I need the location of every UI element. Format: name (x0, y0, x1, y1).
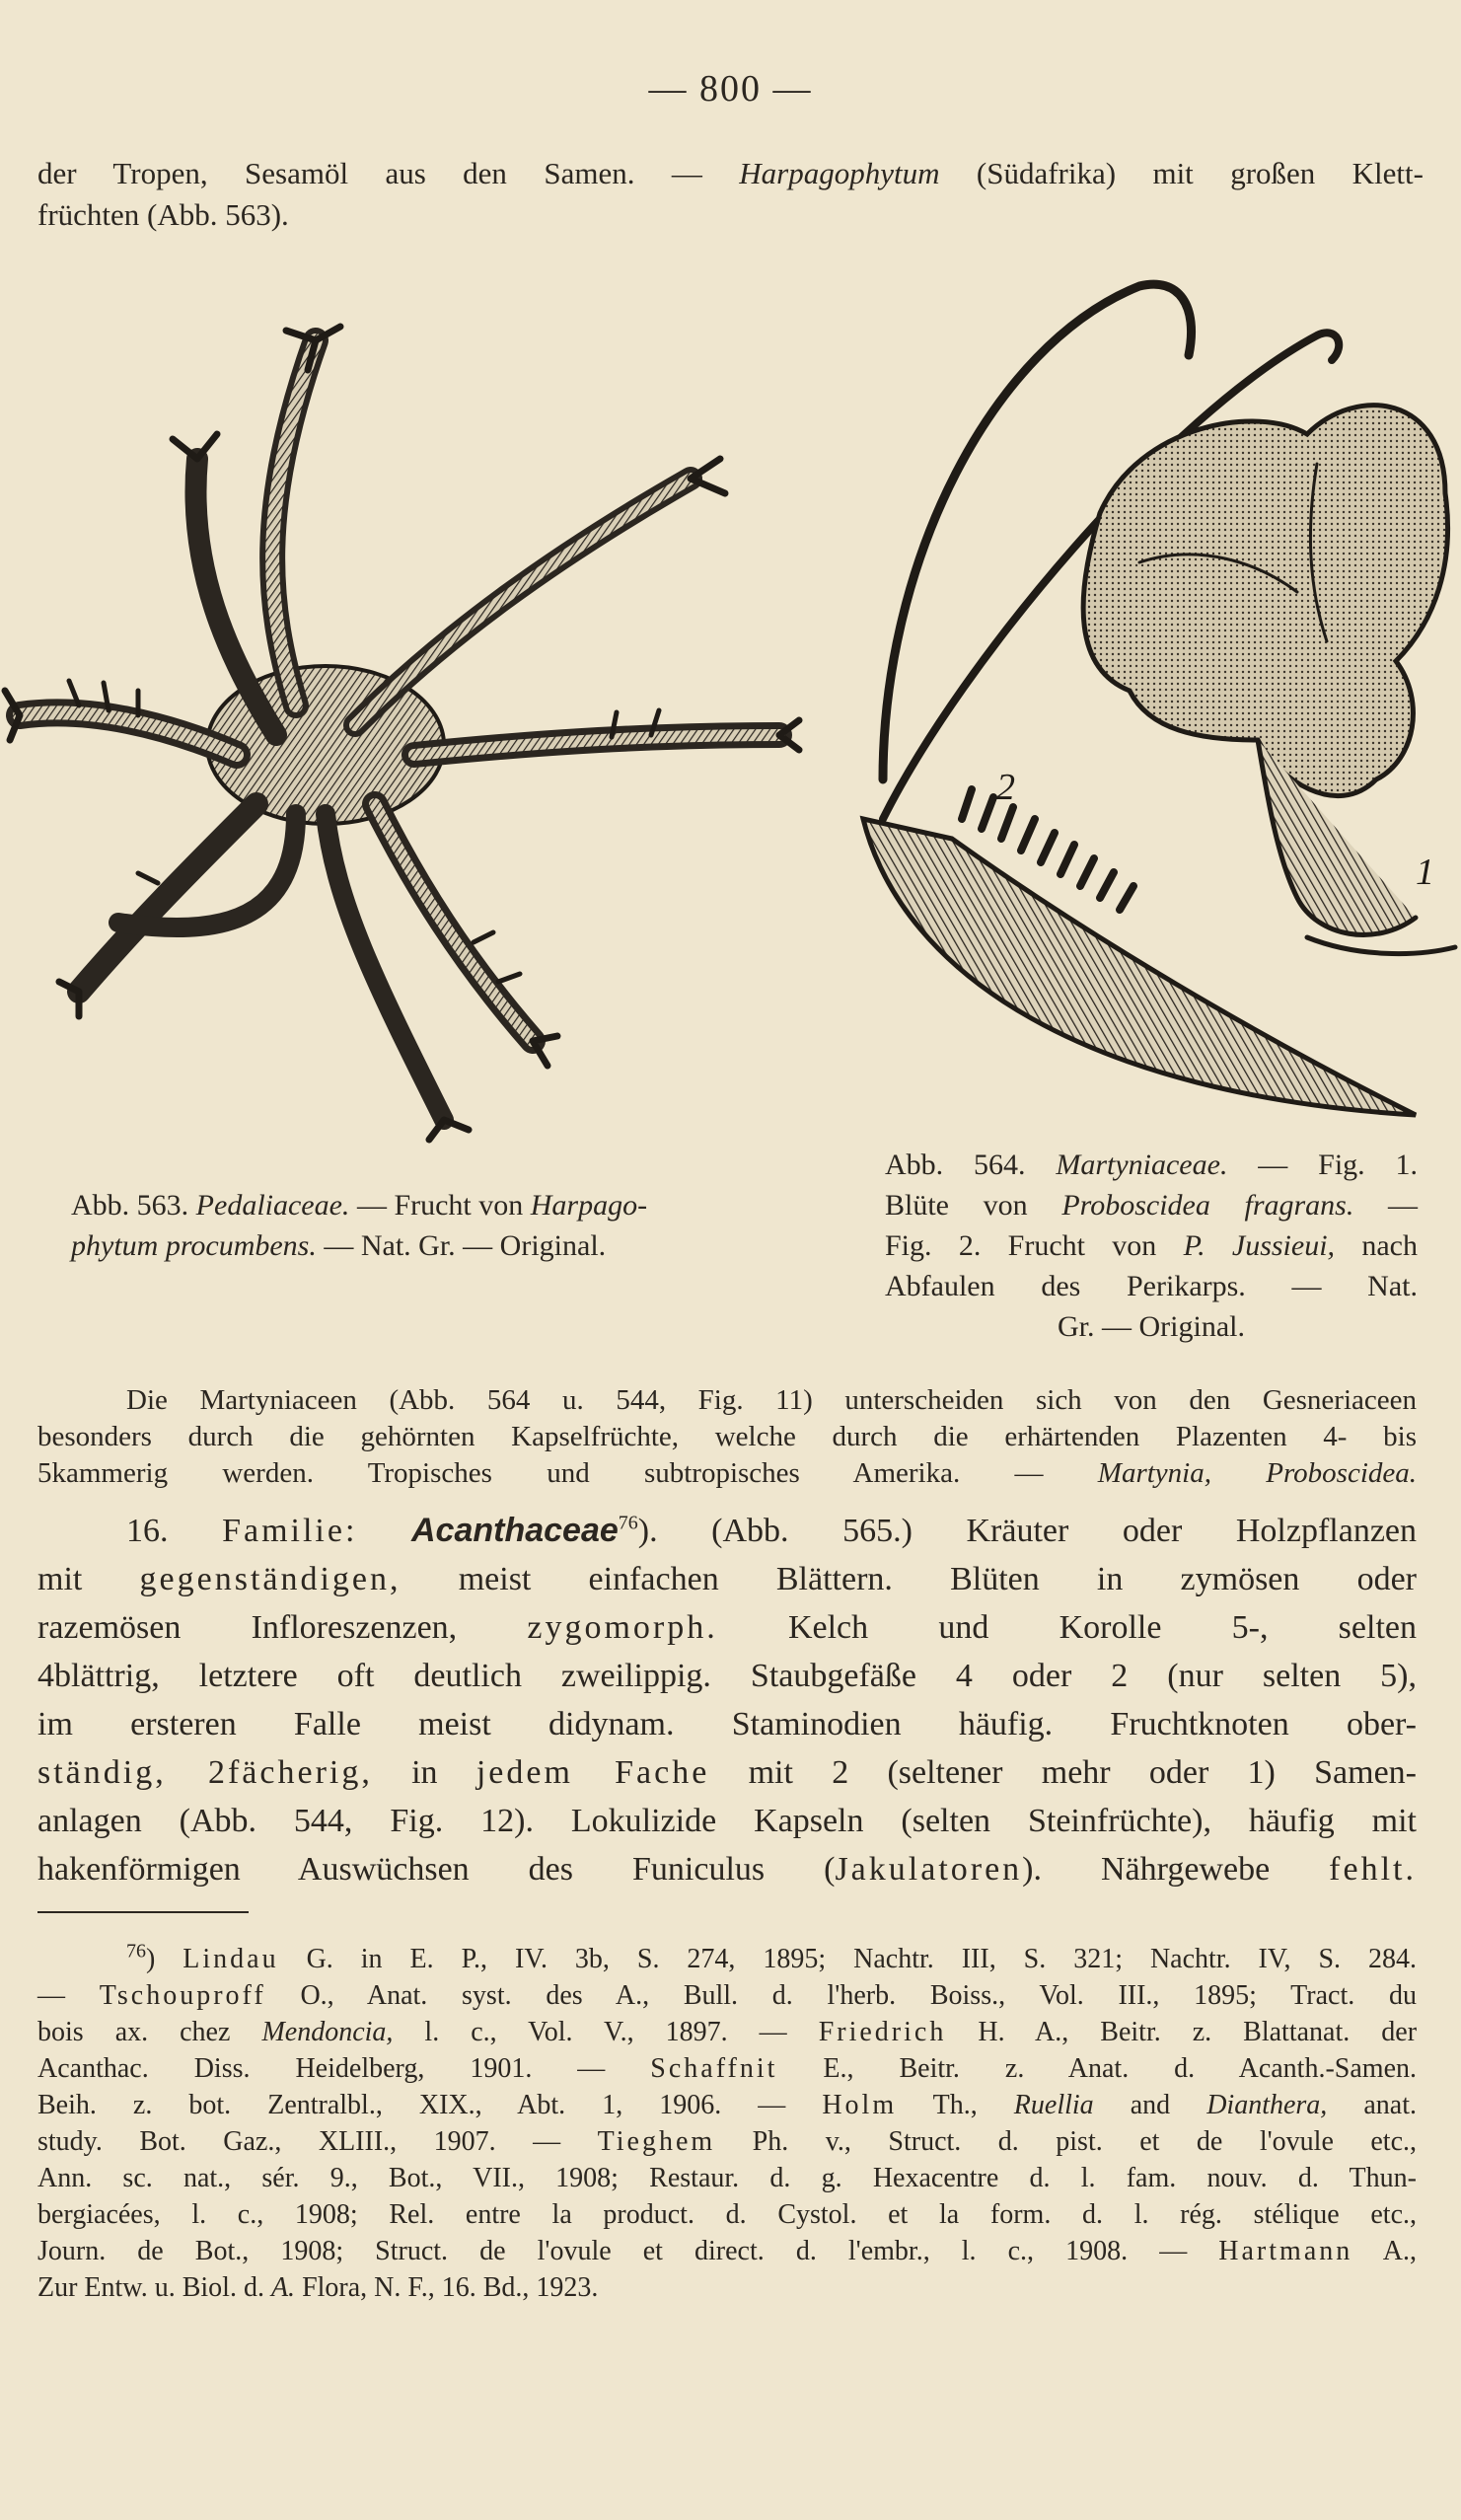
page-number: — 800 — (648, 68, 813, 110)
martyniaceae-paragraph: Die Martyniaceen (Abb. 564 u. 544, Fig. 11) unterscheiden sich von den Gesneriaceen besonders durch die gehörnten Kapselfrüchte, welche durch die erhärtenden Plazenten 4- bis 5kammerig werden. Tropisches und subtropisches Amerika. — Martynia, Proboscidea. (37, 1384, 1417, 1489)
acanthaceae-paragraph: 16. Familie: Acanthaceae$^{76}$). (Abb. 565.) Kräuter oder Holzpflanzen mit gegenständigen, meist einfachen Blättern. Blüten in zymösen oder razemösen Infloreszenzen, zygomorph. Kelch und Korolle 5-, selten 4blättrig, letztere oft deutlich zweilippig. Staubgefäße 4 oder 2 (nur selten 5), im ersteren Falle meist didynam. Staminodien häufig. Fruchtknoten ober- ständig, 2fächerig, in jedem Fache mit 2 (seltener mehr oder 1) Samen- anlagen (Abb. 544, Fig. 12). Lokulizide Kapseln (selten Steinfrüchte), häufig mit hakenförmigen Auswüchsen des Funiculus (Jakulatoren). Nährgewebe fehlt. (37, 1512, 1418, 1888)
figure-564-label-2: 2 (996, 767, 1015, 808)
caption-563: Abb. 563. Pedaliaceae. — Frucht von Harpago- phytum procumbens. — Nat. Gr. — Original. (71, 1189, 648, 1262)
family-name-acanthaceae: Acanthaceae (410, 1512, 619, 1549)
top-line-2: früchten (Abb. 563). (37, 197, 289, 232)
figure-564-proboscidea (843, 266, 1461, 1135)
figure-564-label-1: 1 (1416, 852, 1434, 893)
figure-563-harpagophytum (0, 311, 819, 1169)
top-line-1: der Tropen, Sesamöl aus den Samen. — Harpagophytum (Südafrika) mit großen Klett- (37, 156, 1424, 190)
caption-564: Abb. 564. Martyniaceae. — Fig. 1. Blüte von Proboscidea fragrans. — Fig. 2. Frucht von P. Jussieui, nach Abfaulen des Perikarps. — Nat. Gr. — Original. (885, 1149, 1419, 1343)
footnote-76: $^{76}$) Lindau G. in E. P., IV. 3b, S. 274, 1895; Nachtr. III, S. 321; Nachtr. IV, S. 284. — Tschouproff O., Anat. syst. des A., Bull. d. l'herb. Boiss., Vol. III., 1895; Tract. du bois ax. chez Mendoncia, l. c., Vol. V., 1897. — Friedrich H. A., Beitr. z. Blattanat. der Acanthac. Diss. Heidelberg, 1901. — Schaffnit E., Beitr. z. Anat. d. Acanth.-Samen. Beih. z. bot. Zentralbl., XIX., Abt. 1, 1906. — Holm Th., Ruellia and Dianthera, anat. study. Bot. Gaz., XLIII., 1907. — Tieghem Ph. v., Struct. d. pist. et de l'ovule etc., Ann. sc. nat., sér. 9., Bot., VII., 1908; Restaur. d. g. Hexacentre d. l. fam. nouv. d. Thun- bergiacées, l. c., 1908; Rel. entre la product. d. Cystol. et la form. d. l. rég. stélique etc., Journ. de Bot., 1908; Struct. de l'ovule et direct. d. l'embr., l. c., 1908. — Hartmann A., Zur Entw. u. Biol. d. A. Flora, N. F., 16. Bd., 1923. (37, 1940, 1418, 2303)
top-paragraph (37, 153, 1424, 236)
footnote-divider (37, 1911, 249, 1913)
